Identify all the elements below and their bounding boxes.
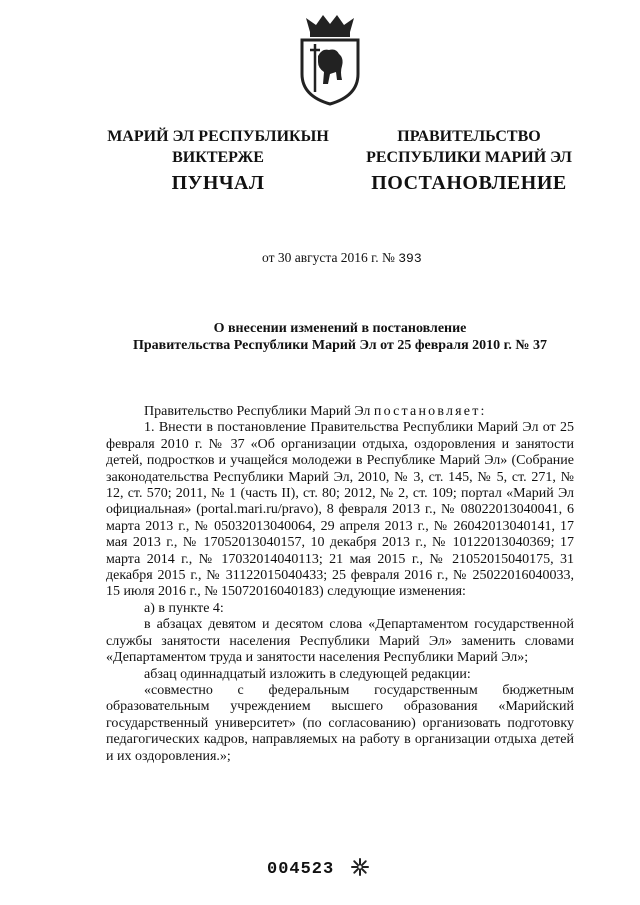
body-para-abzacy: в абзацах девятом и десятом слова «Департаментом государственной службы занятости населения Республики Марий Эл» заменить словами «Департаментом труда и занятости населения Республики Марий Эл»; <box>106 617 574 666</box>
header-right-line1: ПРАВИТЕЛЬСТВО <box>397 128 541 145</box>
ornament-star-icon <box>350 857 370 877</box>
coat-of-arms-icon <box>296 14 364 106</box>
body-sub-a: а) в пункте 4: <box>144 600 224 616</box>
header-right <box>354 126 584 168</box>
serial-number: 004523 <box>267 860 335 879</box>
document-body <box>106 404 574 765</box>
body-intro <box>106 404 574 420</box>
body-para-eleventh: абзац одиннадцатый изложить в следующей редакции: <box>144 666 471 682</box>
dateline-date: 30 августа 2016 г. <box>277 250 379 265</box>
header-right-line2: РЕСПУБЛИКИ МАРИЙ ЭЛ <box>366 149 572 166</box>
header-left-line2: ВИКТЕРЖЕ <box>172 149 264 166</box>
intro-start: Правительство Республики Марий Эл <box>144 404 371 419</box>
header-left-line1: МАРИЙ ЭЛ РЕСПУБЛИКЫН <box>107 128 329 145</box>
body-para-quote: «совместно с федеральным государственным бюджетным образовательным учреждением высшего образования «Марийский государственный университет» (по согласованию) организовать подготовку педагогических кадров, направляемых на работу в организации отдыха детей и их оздоровления.»; <box>106 682 574 764</box>
doc-type-left: ПУНЧАЛ <box>171 172 265 194</box>
header-left <box>98 126 338 168</box>
title-line1: О внесении изменений в постановление <box>213 321 467 336</box>
body-item1: 1. Внести в постановление Правительства Республики Марий Эл от 25 февраля 2010 г. № 37 «Об организации отдыха, оздоровления и занятости детей, подростков и учащейся молодежи в Республике Марий Эл» (Собрание законодательства Республики Марий Эл, 2010, № 3, ст. 145, № 5, ст. 271, № 12, ст. 570; 2011, № 1 (часть II), ст. 80; 2012, № 2, ст. 109; портал «Марий Эл официальная» (portal.mari.ru/pravo), 8 февраля 2013 г., № 08022013040041, 6 марта 2013 г., № 05032013040064, 29 апреля 2013 г., № 26042013040141, 17 мая 2013 г., № 17052013040157, 10 декабря 2013 г., № 10122013040369; 17 марта 2014 г., № 17032014040113; 21 мая 2015 г., № 21052015040175, 31 декабря 2015 г., № 31122015040433; 25 февраля 2016 г., № 25022016040033, 15 июля 2016 г., № 15072016040183) следующие изменения: <box>106 420 574 600</box>
dateline-number-sign: № <box>381 250 395 265</box>
dateline-number: 393 <box>398 251 422 266</box>
title-line2: Правительства Республики Марий Эл от 25 февраля 2010 г. № 37 <box>133 338 547 353</box>
document-title <box>60 320 620 354</box>
dateline-prefix: от <box>262 250 275 265</box>
intro-decree-word: постановляет: <box>373 404 487 419</box>
doc-type-right: ПОСТАНОВЛЕНИЕ <box>371 172 567 194</box>
dateline <box>262 250 422 266</box>
